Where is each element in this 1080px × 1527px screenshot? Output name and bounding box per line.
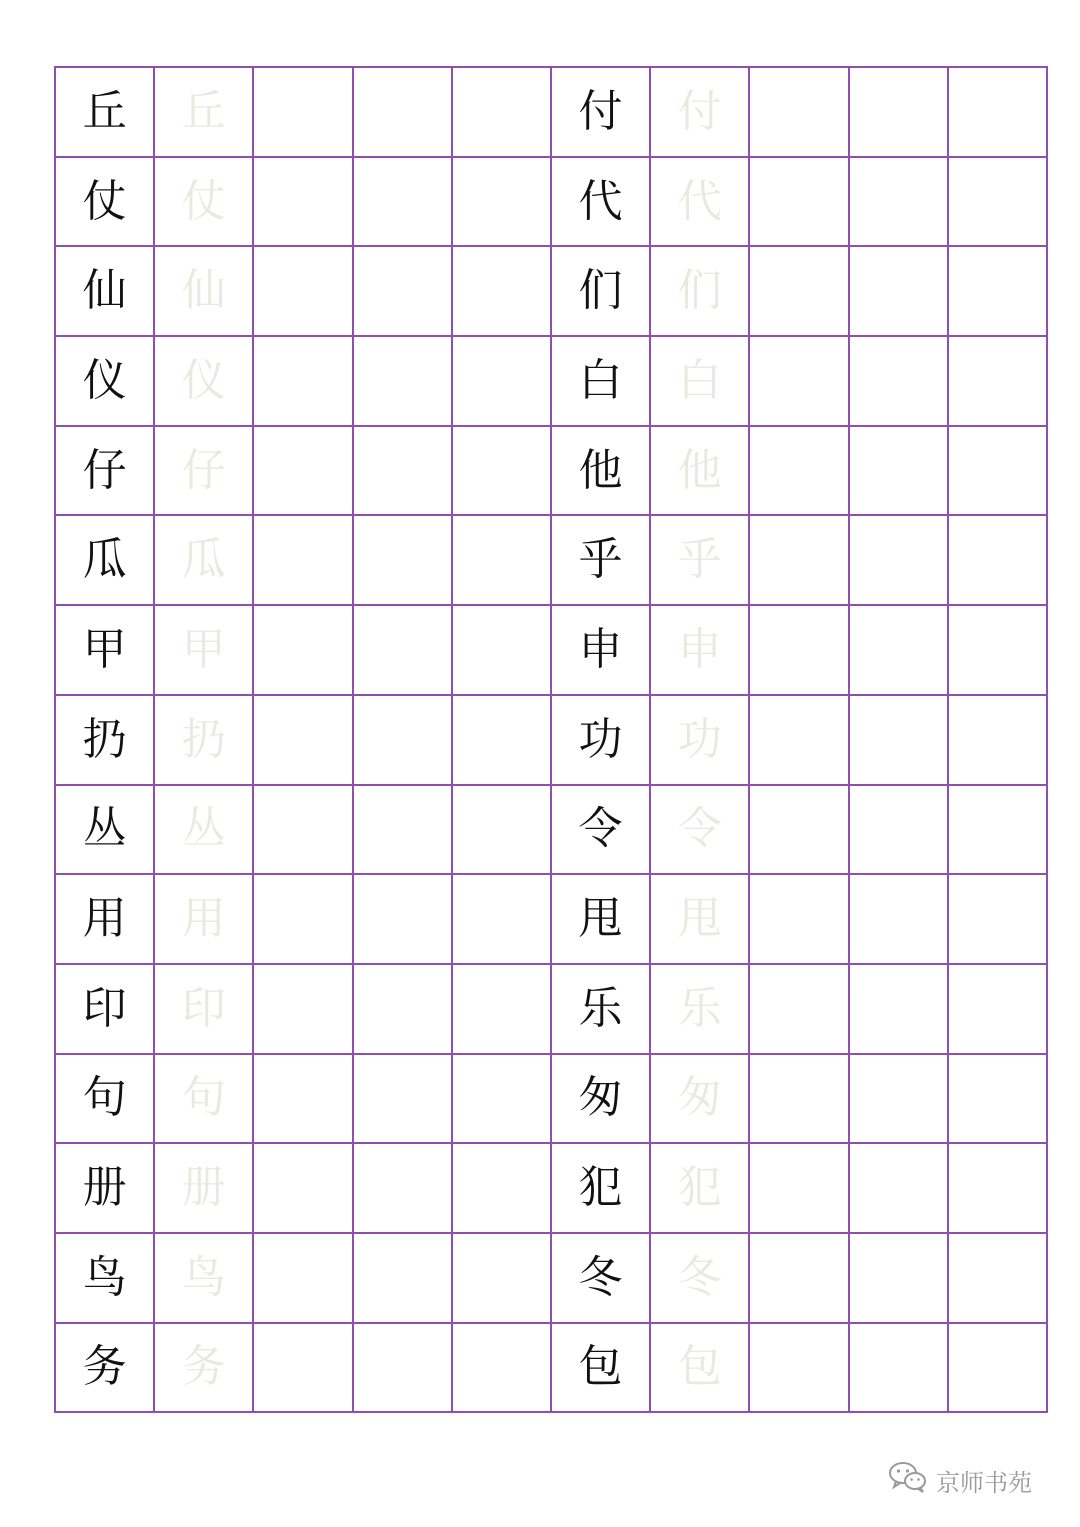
left-practice-cell[interactable] <box>452 426 551 516</box>
right-practice-cell[interactable] <box>849 605 948 695</box>
left-practice-cell[interactable] <box>253 1233 352 1323</box>
left-model-char: 瓜 <box>55 515 154 605</box>
left-practice-cell[interactable] <box>452 246 551 336</box>
left-practice-cell[interactable] <box>353 426 452 516</box>
left-trace-char: 务 <box>154 1323 253 1413</box>
right-practice-cell[interactable] <box>948 157 1047 247</box>
left-trace-char: 甲 <box>154 605 253 695</box>
right-practice-cell[interactable] <box>849 785 948 875</box>
right-practice-cell[interactable] <box>749 605 848 695</box>
right-practice-cell[interactable] <box>749 67 848 157</box>
practice-grid <box>54 66 1048 1413</box>
left-practice-cell[interactable] <box>253 964 352 1054</box>
left-model-char: 用 <box>55 874 154 964</box>
left-model-char: 仗 <box>55 157 154 247</box>
left-model-char: 丛 <box>55 785 154 875</box>
left-model-char: 印 <box>55 964 154 1054</box>
left-practice-cell[interactable] <box>353 785 452 875</box>
right-practice-cell[interactable] <box>749 964 848 1054</box>
watermark <box>888 1460 1032 1500</box>
left-trace-char: 扔 <box>154 695 253 785</box>
grid-row <box>55 1233 1047 1323</box>
right-practice-cell[interactable] <box>948 426 1047 516</box>
right-practice-cell[interactable] <box>948 1054 1047 1144</box>
right-trace-char: 白 <box>650 336 749 426</box>
right-practice-cell[interactable] <box>749 695 848 785</box>
left-practice-cell[interactable] <box>353 964 452 1054</box>
left-model-char: 仙 <box>55 246 154 336</box>
right-practice-cell[interactable] <box>749 246 848 336</box>
right-practice-cell[interactable] <box>948 695 1047 785</box>
grid-row <box>55 874 1047 964</box>
left-practice-cell[interactable] <box>452 874 551 964</box>
left-practice-cell[interactable] <box>452 1233 551 1323</box>
grid-row <box>55 964 1047 1054</box>
right-trace-char: 他 <box>650 426 749 516</box>
right-trace-char: 功 <box>650 695 749 785</box>
right-practice-cell[interactable] <box>849 336 948 426</box>
left-model-char: 册 <box>55 1143 154 1233</box>
right-practice-cell[interactable] <box>749 515 848 605</box>
right-practice-cell[interactable] <box>849 157 948 247</box>
right-practice-cell[interactable] <box>749 157 848 247</box>
left-trace-char: 用 <box>154 874 253 964</box>
right-practice-cell[interactable] <box>948 246 1047 336</box>
left-practice-cell[interactable] <box>353 695 452 785</box>
right-practice-cell[interactable] <box>749 426 848 516</box>
right-practice-cell[interactable] <box>749 1143 848 1233</box>
left-practice-cell[interactable] <box>253 336 352 426</box>
right-model-char: 乐 <box>551 964 650 1054</box>
left-trace-char: 册 <box>154 1143 253 1233</box>
right-model-char: 他 <box>551 426 650 516</box>
right-model-char: 令 <box>551 785 650 875</box>
right-model-char: 匆 <box>551 1054 650 1144</box>
grid-row <box>55 336 1047 426</box>
left-trace-char: 瓜 <box>154 515 253 605</box>
left-trace-char: 仔 <box>154 426 253 516</box>
right-model-char: 犯 <box>551 1143 650 1233</box>
right-trace-char: 包 <box>650 1323 749 1413</box>
right-trace-char: 犯 <box>650 1143 749 1233</box>
left-practice-cell[interactable] <box>253 515 352 605</box>
right-practice-cell[interactable] <box>749 1323 848 1413</box>
left-practice-cell[interactable] <box>353 157 452 247</box>
grid-row <box>55 605 1047 695</box>
left-trace-char: 印 <box>154 964 253 1054</box>
left-practice-cell[interactable] <box>452 515 551 605</box>
right-trace-char: 申 <box>650 605 749 695</box>
right-model-char: 乎 <box>551 515 650 605</box>
right-practice-cell[interactable] <box>749 1054 848 1144</box>
right-practice-cell[interactable] <box>849 426 948 516</box>
wechat-icon <box>888 1460 928 1500</box>
left-practice-cell[interactable] <box>353 1233 452 1323</box>
right-practice-cell[interactable] <box>849 695 948 785</box>
right-practice-cell[interactable] <box>849 964 948 1054</box>
left-practice-cell[interactable] <box>253 695 352 785</box>
right-trace-char: 匆 <box>650 1054 749 1144</box>
left-practice-cell[interactable] <box>452 1323 551 1413</box>
left-practice-cell[interactable] <box>452 695 551 785</box>
grid-row <box>55 67 1047 157</box>
right-practice-cell[interactable] <box>849 515 948 605</box>
right-model-char: 申 <box>551 605 650 695</box>
left-trace-char: 仗 <box>154 157 253 247</box>
left-practice-cell[interactable] <box>353 515 452 605</box>
right-model-char: 冬 <box>551 1233 650 1323</box>
left-model-char: 鸟 <box>55 1233 154 1323</box>
left-practice-cell[interactable] <box>353 605 452 695</box>
right-practice-cell[interactable] <box>948 605 1047 695</box>
left-practice-cell[interactable] <box>253 426 352 516</box>
grid-row <box>55 426 1047 516</box>
right-model-char: 代 <box>551 157 650 247</box>
left-trace-char: 句 <box>154 1054 253 1144</box>
left-practice-cell[interactable] <box>452 1143 551 1233</box>
grid-row <box>55 157 1047 247</box>
right-model-char: 包 <box>551 1323 650 1413</box>
left-trace-char: 丘 <box>154 67 253 157</box>
right-model-char: 甩 <box>551 874 650 964</box>
left-model-char: 仪 <box>55 336 154 426</box>
left-model-char: 句 <box>55 1054 154 1144</box>
left-model-char: 仔 <box>55 426 154 516</box>
grid-row <box>55 515 1047 605</box>
grid-body <box>55 67 1047 1412</box>
right-practice-cell[interactable] <box>749 336 848 426</box>
left-model-char: 甲 <box>55 605 154 695</box>
right-practice-cell[interactable] <box>948 1233 1047 1323</box>
right-practice-cell[interactable] <box>849 246 948 336</box>
right-practice-cell[interactable] <box>849 1054 948 1144</box>
grid-row <box>55 695 1047 785</box>
right-practice-cell[interactable] <box>849 1323 948 1413</box>
right-practice-cell[interactable] <box>849 1143 948 1233</box>
left-practice-cell[interactable] <box>253 67 352 157</box>
right-practice-cell[interactable] <box>849 1233 948 1323</box>
right-model-char: 白 <box>551 336 650 426</box>
left-practice-cell[interactable] <box>253 1323 352 1413</box>
right-trace-char: 乎 <box>650 515 749 605</box>
left-practice-cell[interactable] <box>452 157 551 247</box>
left-practice-cell[interactable] <box>452 1054 551 1144</box>
left-practice-cell[interactable] <box>253 605 352 695</box>
right-trace-char: 冬 <box>650 1233 749 1323</box>
right-practice-cell[interactable] <box>948 515 1047 605</box>
right-trace-char: 们 <box>650 246 749 336</box>
left-practice-cell[interactable] <box>353 1054 452 1144</box>
left-model-char: 扔 <box>55 695 154 785</box>
left-practice-cell[interactable] <box>452 605 551 695</box>
grid-row <box>55 785 1047 875</box>
left-practice-cell[interactable] <box>452 964 551 1054</box>
right-practice-cell[interactable] <box>749 1233 848 1323</box>
watermark-text: 京师书苑 <box>936 1468 1032 1497</box>
right-practice-cell[interactable] <box>948 1143 1047 1233</box>
right-trace-char: 甩 <box>650 874 749 964</box>
right-practice-cell[interactable] <box>948 336 1047 426</box>
left-trace-char: 丛 <box>154 785 253 875</box>
right-model-char: 功 <box>551 695 650 785</box>
left-trace-char: 仪 <box>154 336 253 426</box>
left-practice-cell[interactable] <box>253 1143 352 1233</box>
right-model-char: 们 <box>551 246 650 336</box>
right-practice-cell[interactable] <box>948 964 1047 1054</box>
right-practice-cell[interactable] <box>948 67 1047 157</box>
left-model-char: 务 <box>55 1323 154 1413</box>
left-practice-cell[interactable] <box>353 246 452 336</box>
left-model-char: 丘 <box>55 67 154 157</box>
grid-row <box>55 246 1047 336</box>
right-practice-cell[interactable] <box>948 1323 1047 1413</box>
right-practice-cell[interactable] <box>849 874 948 964</box>
right-trace-char: 代 <box>650 157 749 247</box>
left-trace-char: 仙 <box>154 246 253 336</box>
left-practice-cell[interactable] <box>253 785 352 875</box>
right-model-char: 付 <box>551 67 650 157</box>
left-practice-cell[interactable] <box>353 874 452 964</box>
left-practice-cell[interactable] <box>452 67 551 157</box>
right-trace-char: 付 <box>650 67 749 157</box>
right-practice-cell[interactable] <box>749 785 848 875</box>
grid-row <box>55 1323 1047 1413</box>
right-practice-cell[interactable] <box>948 785 1047 875</box>
left-practice-cell[interactable] <box>452 336 551 426</box>
right-practice-cell[interactable] <box>749 874 848 964</box>
right-trace-char: 令 <box>650 785 749 875</box>
right-trace-char: 乐 <box>650 964 749 1054</box>
left-practice-cell[interactable] <box>253 1054 352 1144</box>
left-practice-cell[interactable] <box>253 246 352 336</box>
right-practice-cell[interactable] <box>948 874 1047 964</box>
left-practice-cell[interactable] <box>353 1143 452 1233</box>
grid-row <box>55 1143 1047 1233</box>
left-practice-cell[interactable] <box>353 67 452 157</box>
left-practice-cell[interactable] <box>353 1323 452 1413</box>
left-trace-char: 鸟 <box>154 1233 253 1323</box>
left-practice-cell[interactable] <box>253 157 352 247</box>
right-practice-cell[interactable] <box>849 67 948 157</box>
left-practice-cell[interactable] <box>353 336 452 426</box>
grid-row <box>55 1054 1047 1144</box>
left-practice-cell[interactable] <box>452 785 551 875</box>
left-practice-cell[interactable] <box>253 874 352 964</box>
